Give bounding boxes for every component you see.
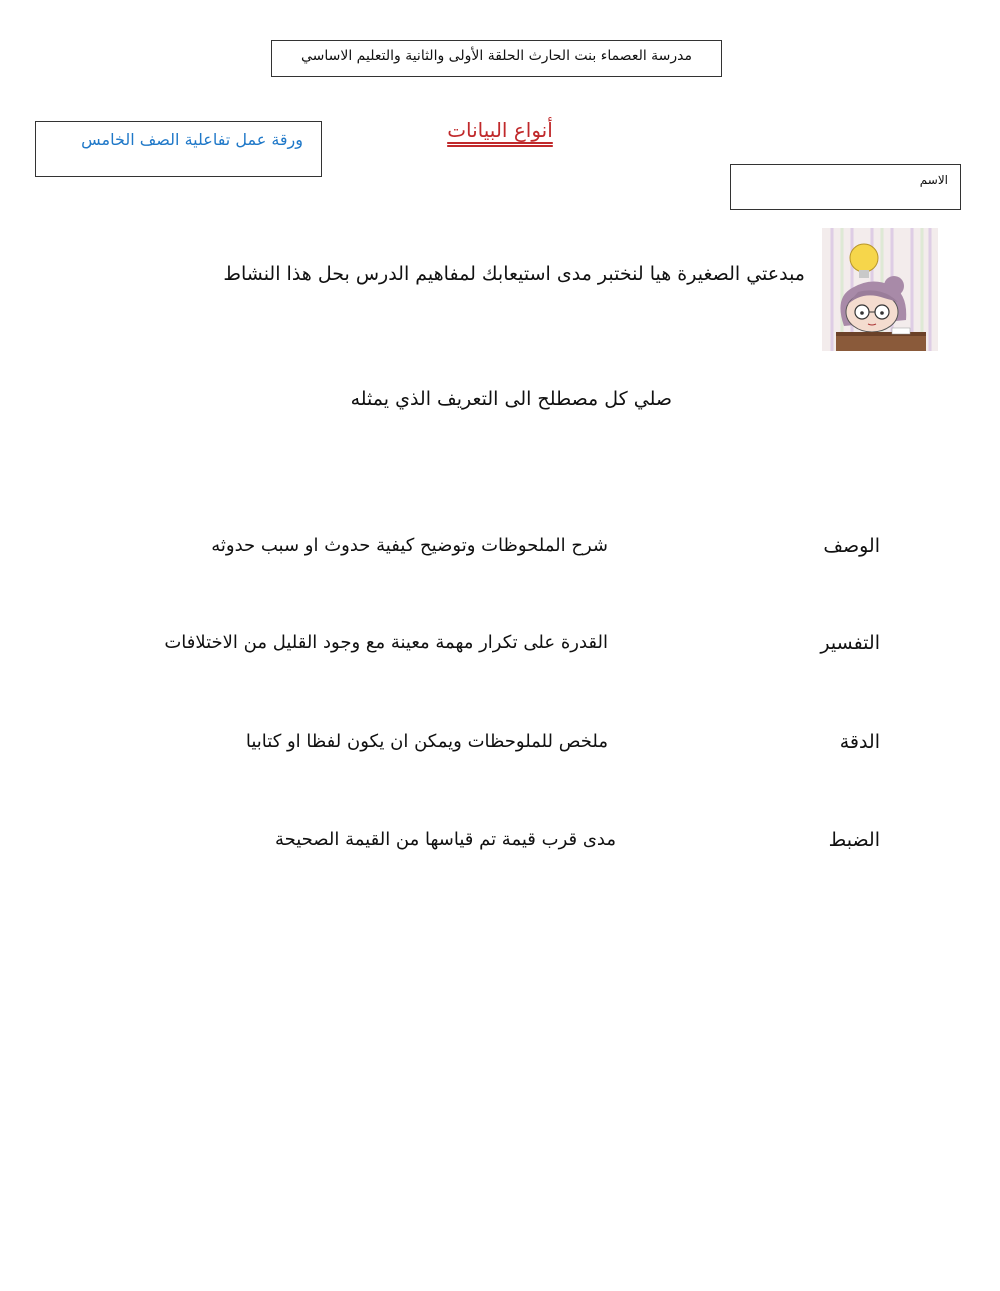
term-item[interactable]: الوصف	[823, 535, 880, 557]
definition-item[interactable]: شرح الملحوظات وتوضيح كيفية حدوث او سبب حدوثه	[211, 535, 608, 556]
definition-item[interactable]: مدى قرب قيمة تم قياسها من القيمة الصحيحة	[274, 829, 616, 850]
worksheet-label-box	[35, 121, 322, 177]
term-item[interactable]: الدقة	[839, 731, 880, 753]
name-field[interactable]	[730, 164, 961, 210]
school-name-box	[271, 40, 722, 77]
intro-text: مبدعتي الصغيرة هيا لنختبر مدى استيعابك لمفاهيم الدرس بحل هذا النشاط	[223, 263, 805, 285]
thinking-girl-image	[822, 228, 938, 351]
school-name: مدرسة العصماء بنت الحارث الحلقة الأولى والثانية والتعليم الاساسي	[300, 48, 693, 64]
definition-item[interactable]: ملخص للملوحظات ويمكن ان يكون لفظا او كتابيا	[245, 731, 608, 752]
worksheet-label: ورقة عمل تفاعلية الصف الخامس	[81, 130, 303, 149]
term-item[interactable]: التفسير	[820, 632, 880, 654]
page-title: أنواع البيانات	[447, 118, 553, 142]
instruction-text: صلي كل مصطلح الى التعريف الذي يمثله	[350, 388, 672, 410]
name-label: الاسم	[919, 173, 948, 187]
definition-item[interactable]: القدرة على تكرار مهمة معينة مع وجود القليل من الاختلافات	[164, 632, 608, 653]
term-item[interactable]: الضبط	[828, 829, 880, 851]
